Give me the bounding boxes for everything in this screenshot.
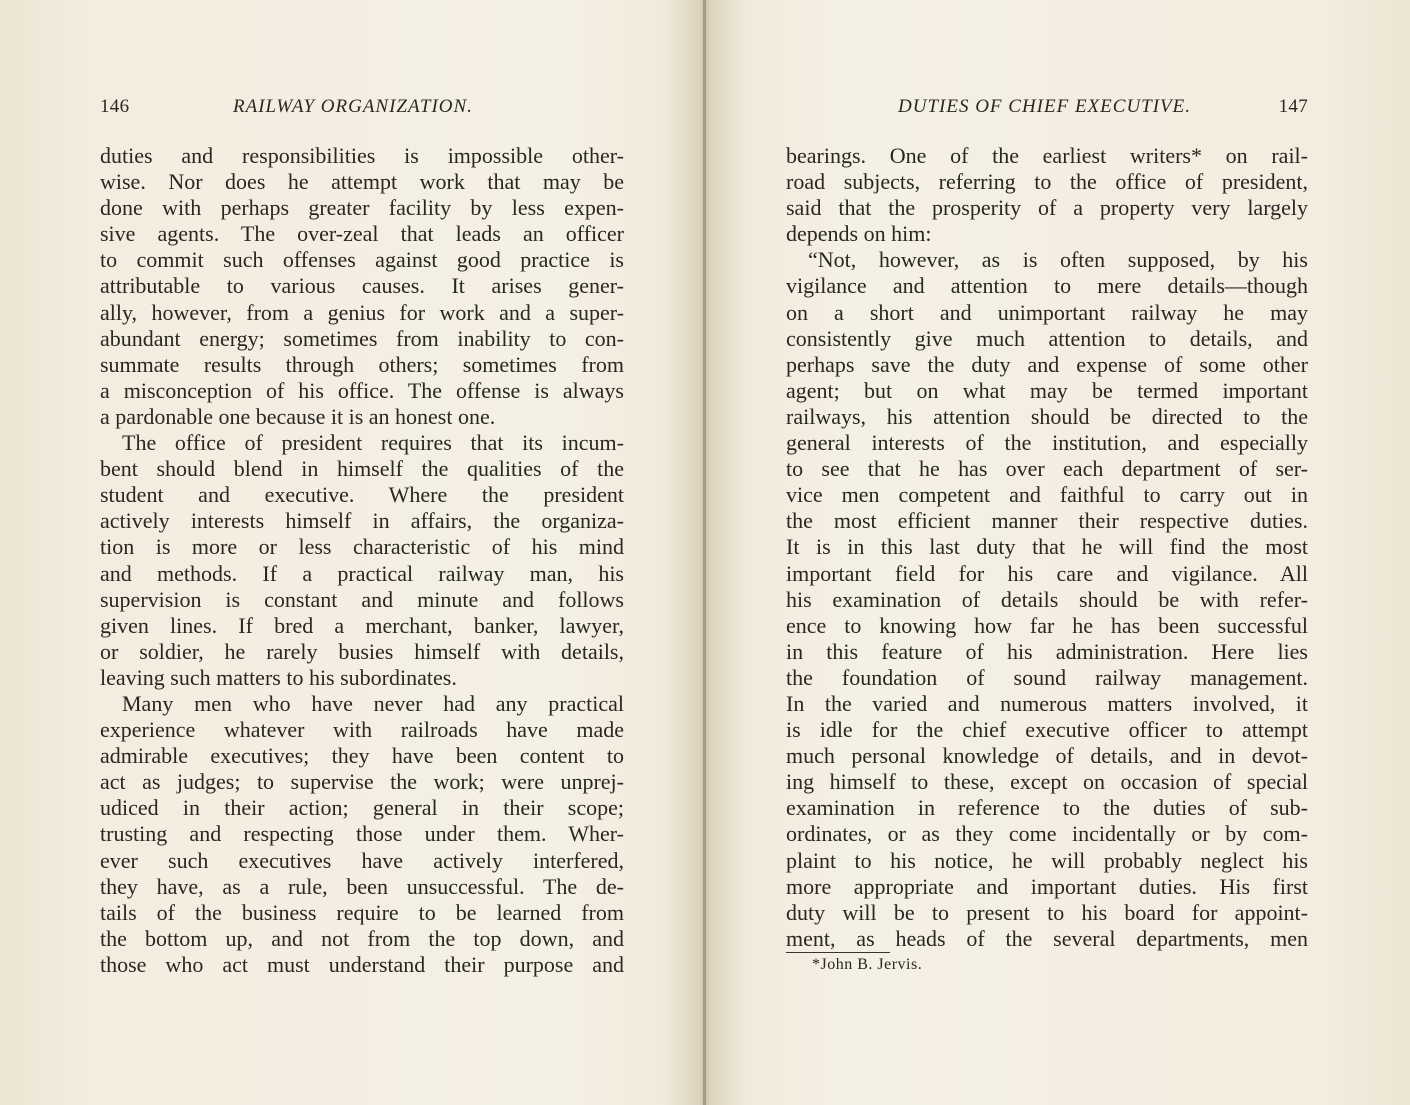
text-line: done with perhaps greater facility by less expen-	[100, 195, 624, 221]
text-line: or soldier, he rarely busies himself with details,	[100, 638, 624, 664]
text-line: and methods. If a practical railway man, his	[100, 560, 624, 586]
text-line: said that the prosperity of a property very largely	[786, 195, 1308, 221]
text-line: experience whatever with railroads have made	[100, 717, 624, 743]
text-line: supervision is constant and minute and follows	[100, 586, 624, 612]
text-line: “Not, however, as is often supposed, by his	[808, 247, 1308, 273]
page-number: 147	[1278, 96, 1308, 117]
text-line: they have, as a rule, been unsuccessful. The de-	[100, 873, 624, 899]
text-line: ment, as heads of the several departments, men	[786, 925, 1308, 951]
text-line: vice men competent and faithful to carry out in	[786, 482, 1308, 508]
running-head: DUTIES OF CHIEF EXECUTIVE.	[898, 96, 1192, 117]
text-line: leaving such matters to his subordinates.	[100, 664, 457, 690]
text-line: wise. Nor does he attempt work that may be	[100, 169, 624, 195]
text-line: is idle for the chief executive officer to attempt	[786, 717, 1308, 743]
text-line: ing himself to these, except on occasion of special	[786, 769, 1308, 795]
right-page	[786, 0, 1308, 1105]
text-line: summate results through others; sometimes from	[100, 351, 624, 377]
text-line: the bottom up, and not from the top down, and	[100, 925, 624, 951]
page-number: 146	[100, 96, 130, 117]
text-line: ence to knowing how far he has been successful	[786, 612, 1308, 638]
text-line: examination in reference to the duties of sub-	[786, 795, 1308, 821]
text-line: much personal knowledge of details, and in devot-	[786, 743, 1308, 769]
text-line: tails of the business require to be learned from	[100, 899, 624, 925]
text-line: to commit such offenses against good practice is	[100, 247, 624, 273]
text-line: given lines. If bred a merchant, banker, lawyer,	[100, 612, 624, 638]
text-line: It is in this last duty that he will find the most	[786, 534, 1308, 560]
text-line: plaint to his notice, he will probably neglect his	[786, 847, 1308, 873]
text-line: ally, however, from a genius for work and a super-	[100, 299, 624, 325]
text-line: vigilance and attention to mere details—though	[786, 273, 1308, 299]
text-line: those who act must understand their purpose and	[100, 951, 624, 977]
text-line: ordinates, or as they come incidentally or by com-	[786, 821, 1308, 847]
text-line: consistently give much attention to details, and	[786, 325, 1308, 351]
text-line: road subjects, referring to the office of president,	[786, 169, 1308, 195]
text-line: duties and responsibilities is impossible other-	[100, 143, 624, 168]
text-line: Many men who have never had any practical	[122, 690, 624, 716]
running-head: RAILWAY ORGANIZATION.	[233, 96, 473, 117]
book-gutter	[703, 0, 706, 1105]
text-line: bent should blend in himself the qualities of the	[100, 456, 624, 482]
text-line: bearings. One of the earliest writers* on rail-	[786, 143, 1308, 168]
text-line: actively interests himself in affairs, the organiza-	[100, 508, 624, 534]
text-line: tion is more or less characteristic of his mind	[100, 534, 624, 560]
text-line: sive agents. The over-zeal that leads an officer	[100, 221, 624, 247]
text-line: In the varied and numerous matters involved, it	[786, 690, 1308, 716]
text-line: The office of president requires that its incum-	[122, 430, 624, 456]
text-line: trusting and respecting those under them. Wher-	[100, 821, 624, 847]
text-line: agent; but on what may be termed important	[786, 377, 1308, 403]
text-line: more appropriate and important duties. His first	[786, 873, 1308, 899]
text-line: railways, his attention should be directed to the	[786, 403, 1308, 429]
text-line: attributable to various causes. It arises gener-	[100, 273, 624, 299]
text-line: abundant energy; sometimes from inability to con-	[100, 325, 624, 351]
text-line: on a short and unimportant railway he may	[786, 299, 1308, 325]
text-line: general interests of the institution, and especially	[786, 430, 1308, 456]
text-line: udiced in their action; general in their scope;	[100, 795, 624, 821]
text-line: a pardonable one because it is an honest one.	[100, 403, 496, 429]
right-page-body	[786, 143, 1308, 952]
left-page-header	[100, 96, 624, 122]
text-line: to see that he has over each department of ser-	[786, 456, 1308, 482]
left-page-body	[100, 143, 624, 978]
text-line: perhaps save the duty and expense of some other	[786, 351, 1308, 377]
text-line: student and executive. Where the president	[100, 482, 624, 508]
text-line: in this feature of his administration. Here lies	[786, 638, 1308, 664]
right-page-header	[786, 96, 1308, 122]
text-line: important field for his care and vigilance. All	[786, 560, 1308, 586]
text-line: act as judges; to supervise the work; were unprej-	[100, 769, 624, 795]
text-line: a misconception of his office. The offense is always	[100, 377, 624, 403]
text-line: admirable executives; they have been content to	[100, 743, 624, 769]
left-page	[100, 0, 624, 1105]
text-line: his examination of details should be with refer-	[786, 586, 1308, 612]
text-line: the foundation of sound railway management.	[786, 664, 1308, 690]
footnote-rule	[786, 952, 890, 953]
text-line: duty will be to present to his board for appoint-	[786, 899, 1308, 925]
text-line: the most efficient manner their respective duties.	[786, 508, 1308, 534]
text-line: ever such executives have actively interfered,	[100, 847, 624, 873]
text-line: depends on him:	[786, 221, 932, 247]
footnote: *John B. Jervis.	[812, 956, 923, 973]
